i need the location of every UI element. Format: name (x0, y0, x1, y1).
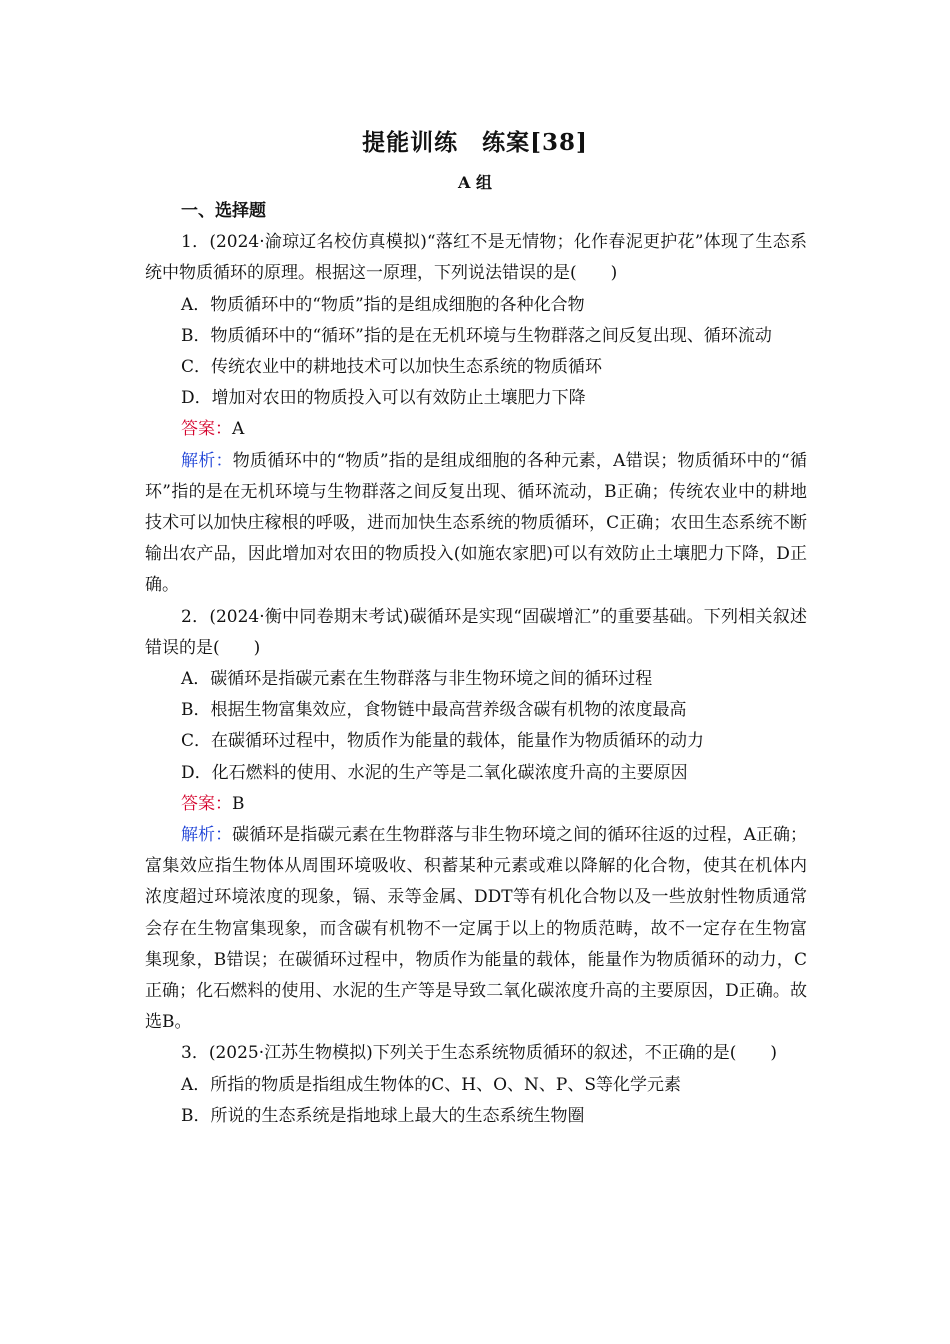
question-stem: 3．(2025·江苏生物模拟)下列关于生态系统物质循环的叙述，不正确的是( ) (181, 1043, 778, 1064)
option-item: D．增加对农田的物质投入可以有效防止土壤肥力下降 (181, 388, 586, 409)
explanation-paragraph (145, 820, 807, 1038)
option-item: A．物质循环中的“物质”指的是组成细胞的各种化合物 (181, 294, 585, 315)
content-body (145, 196, 807, 1132)
option-item: B．所说的生态系统是指地球上最大的生态系统生物圈 (181, 1105, 585, 1126)
option-item: B．物质循环中的“循环”指的是在无机环境与生物群落之间反复出现、循环流动 (181, 325, 772, 346)
question-stem: 2．(2024·衡中同卷期末考试)碳循环是实现“固碳增汇”的重要基础。下列相关叙述错误的是( ) (145, 606, 807, 658)
explanation-text: 碳循环是指碳元素在生物群落与非生物环境之间的循环往返的过程，A正确；富集效应指生物体从周围环境吸收、积蓄某种元素或难以降解的化合物，使其在机体内浓度超过环境浓度的现象，镉、汞等金属、DDT等有机化合物以及一些放射性物质通常会存在生物富集现象，而含碳有机物不一定属于以上的物质范畴，故不一定存在生物富集现象，B错误；在碳循环过程中，物质作为能量的载体，能量作为物质循环的动力，C正确；化石燃料的使用、水泥的生产等是导致二氧化碳浓度升高的主要原因，D正确。故选B。 (145, 825, 808, 1033)
answer-label: 答案： (181, 419, 232, 440)
option-item: D．化石燃料的使用、水泥的生产等是二氧化碳浓度升高的主要原因 (181, 762, 688, 783)
explanation-label: 解析： (181, 450, 233, 471)
option-item: B．根据生物富集效应，食物链中最高营养级含碳有机物的浓度最高 (181, 700, 687, 721)
answer-value: A (232, 419, 245, 440)
answer-label: 答案： (181, 793, 232, 814)
answer-value: B (232, 793, 245, 814)
option-item: C．传统农业中的耕地技术可以加快生态系统的物质循环 (181, 357, 603, 378)
group-label: A 组 (458, 173, 492, 192)
option-item: C．在碳循环过程中，物质作为能量的载体，能量作为物质循环的动力 (181, 731, 705, 752)
page-title: 提能训练 练案[38] (362, 129, 588, 156)
answer-line (145, 789, 807, 820)
question-stem: 1．(2024·渝琼辽名校仿真模拟)“落红不是无情物；化作春泥更护花”体现了生态系统中物质循环的原理。根据这一原理，下列说法错误的是( ) (145, 232, 807, 284)
explanation-text: 物质循环中的“物质”指的是组成细胞的各种元素，A错误；物质循环中的“循环”指的是在无机环境与生物群落之间反复出现、循环流动，B正确；传统农业中的耕地技术可以加快庄稼根的呼吸，进而加快生态系统的物质循环，C正确；农田生态系统不断输出农产品，因此增加对农田的物质投入(如施农家肥)可以有效防止土壤肥力下降，D正确。 (145, 450, 808, 596)
answer-line (145, 414, 807, 445)
option-item: A．所指的物质是指组成生物体的C、H、O、N、P、S等化学元素 (181, 1074, 682, 1095)
section-heading: 一、选择题 (181, 201, 266, 221)
option-item: A．碳循环是指碳元素在生物群落与非生物环境之间的循环过程 (181, 669, 653, 690)
explanation-paragraph (145, 446, 807, 602)
explanation-label: 解析： (181, 825, 233, 846)
